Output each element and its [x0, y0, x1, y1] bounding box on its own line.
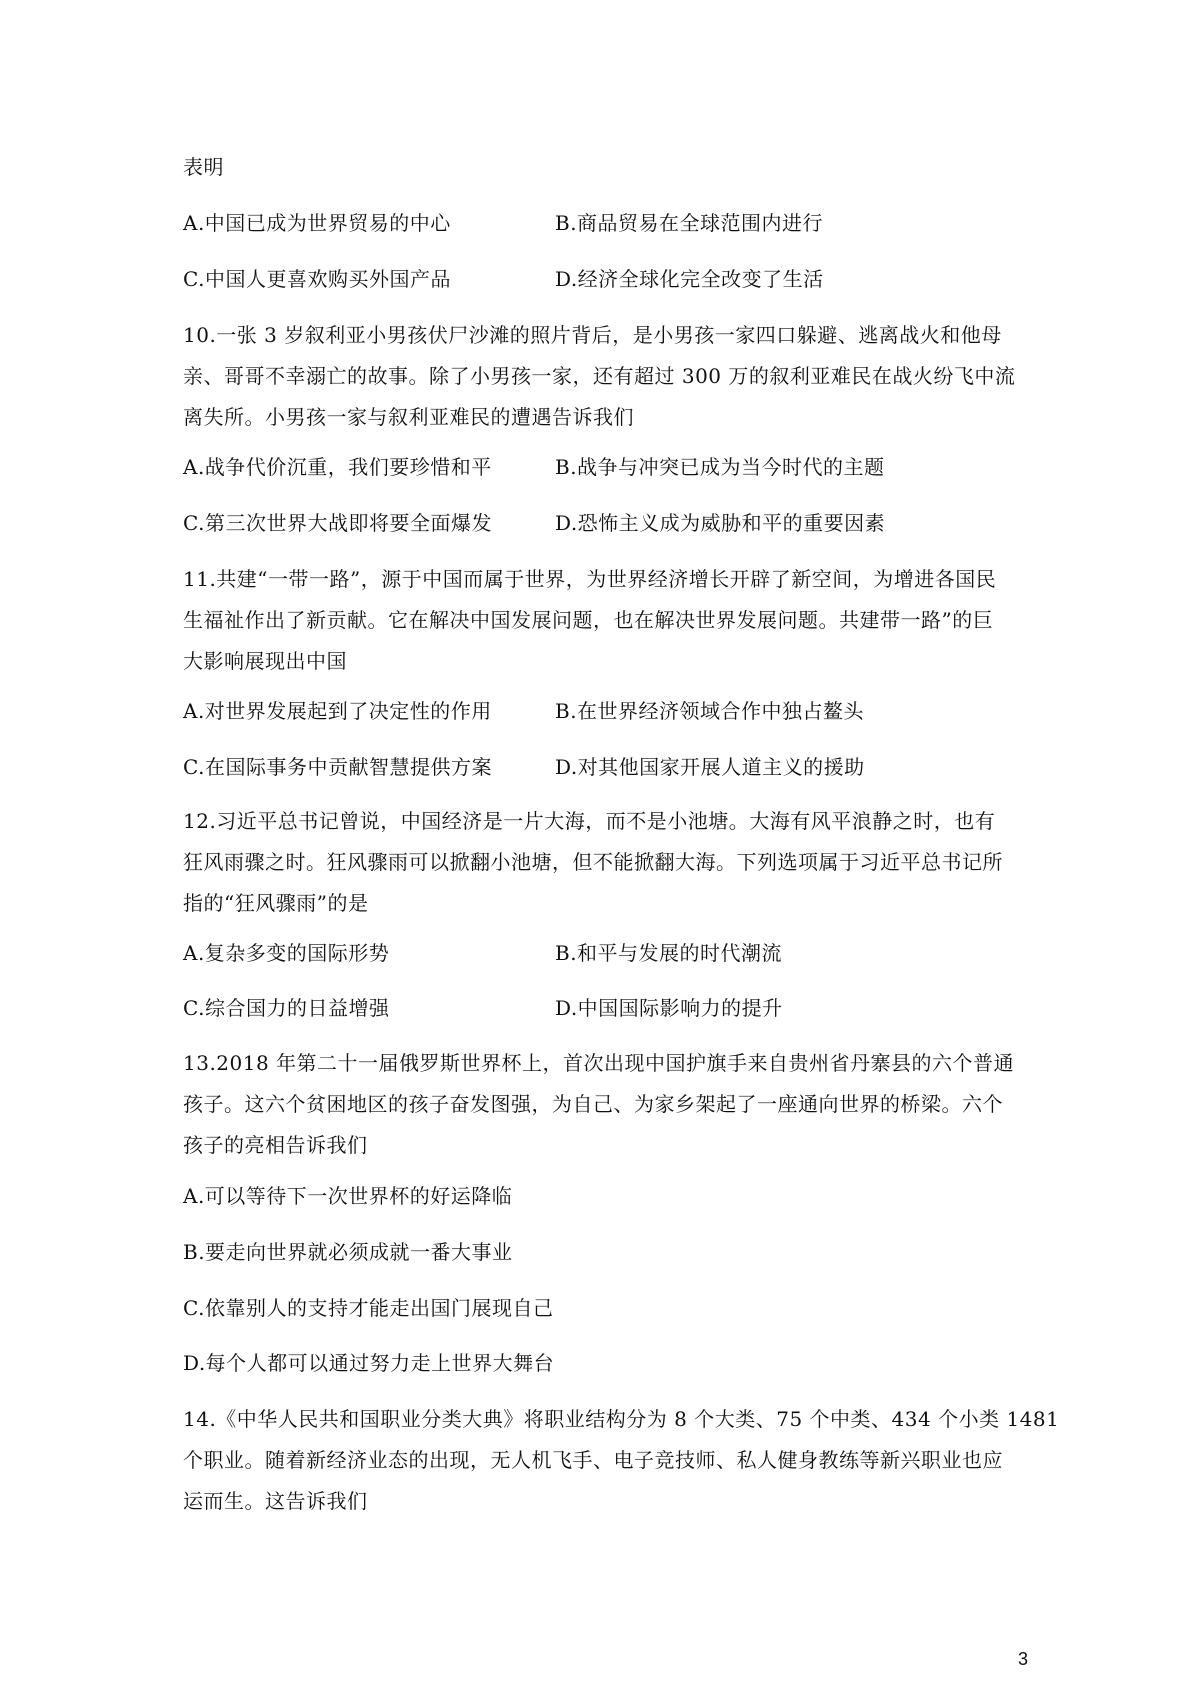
q13-stem-line-3: 孩子的亮相告诉我们 — [183, 1133, 368, 1157]
q9-option-a: A.中国已成为世界贸易的中心 — [183, 211, 451, 235]
q14-stem-line-1: 14.《中华人民共和国职业分类大典》将职业结构分为 8 个大类、75 个中类、434 个小类 1481 — [183, 1407, 1060, 1431]
q11-option-b: B.在世界经济领域合作中独占鳌头 — [555, 699, 865, 723]
q12-option-a: A.复杂多变的国际形势 — [183, 941, 390, 965]
q10-option-b: B.战争与冲突已成为当今时代的主题 — [555, 455, 885, 479]
q12-option-c: C.综合国力的日益增强 — [183, 996, 390, 1020]
q12-stem-line-3: 指的“狂风骤雨”的是 — [183, 891, 369, 915]
page-number: 3 — [1018, 1649, 1029, 1669]
q10-stem-line-2: 亲、哥哥不幸溺亡的故事。除了小男孩一家，还有超过 300 万的叙利亚难民在战火纷飞中流 — [183, 364, 1016, 388]
q14-stem-line-2: 个职业。随着新经济业态的出现，无人机飞手、电子竞技师、私人健身教练等新兴职业也应 — [183, 1448, 1003, 1472]
q14-stem-line-3: 运而生。这告诉我们 — [183, 1489, 368, 1513]
q13-stem-line-1: 13.2018 年第二十一届俄罗斯世界杯上，首次出现中国护旗手来自贵州省丹寨县的六个普通 — [183, 1051, 1015, 1075]
q13-option-b: B.要走向世界就必须成就一番大事业 — [183, 1240, 513, 1264]
q12-option-d: D.中国国际影响力的提升 — [555, 996, 783, 1020]
q11-option-d: D.对其他国家开展人道主义的援助 — [555, 755, 865, 779]
q13-option-a: A.可以等待下一次世界杯的好运降临 — [183, 1184, 513, 1208]
q9-option-b: B.商品贸易在全球范围内进行 — [555, 211, 824, 235]
q11-stem-line-3: 大影响展现出中国 — [183, 649, 347, 673]
q10-option-c: C.第三次世界大战即将要全面爆发 — [183, 511, 492, 535]
q13-option-c: C.依靠别人的支持才能走出国门展现自己 — [183, 1296, 554, 1320]
q9-option-d: D.经济全球化完全改变了生活 — [555, 267, 824, 291]
q9-option-c: C.中国人更喜欢购买外国产品 — [183, 267, 451, 291]
q13-stem-line-2: 孩子。这六个贫困地区的孩子奋发图强，为自己、为家乡架起了一座通向世界的桥梁。六个 — [183, 1092, 1003, 1116]
q11-stem-line-2: 生福祉作出了新贡献。它在解决中国发展问题，也在解决世界发展问题。共建带一路”的巨 — [183, 608, 994, 632]
q11-option-c: C.在国际事务中贡献智慧提供方案 — [183, 755, 492, 779]
q13-option-d: D.每个人都可以通过努力走上世界大舞台 — [183, 1351, 555, 1375]
q12-option-b: B.和平与发展的时代潮流 — [555, 941, 783, 965]
q10-option-a: A.战争代价沉重，我们要珍惜和平 — [183, 455, 492, 479]
q11-stem-line-1: 11.共建“一带一路”，源于中国而属于世界，为世界经济增长开辟了新空间，为增进各国民 — [183, 567, 997, 591]
q9-stem-tail: 表明 — [183, 155, 224, 179]
q10-stem-line-1: 10.一张 3 岁叙利亚小男孩伏尸沙滩的照片背后，是小男孩一家四口躲避、逃离战火和他母 — [183, 323, 1002, 347]
q12-stem-line-2: 狂风雨骤之时。狂风骤雨可以掀翻小池塘，但不能掀翻大海。下列选项属于习近平总书记所 — [183, 850, 1003, 874]
q11-option-a: A.对世界发展起到了决定性的作用 — [183, 699, 492, 723]
q12-stem-line-1: 12.习近平总书记曾说，中国经济是一片大海，而不是小池塘。大海有风平浪静之时，也有 — [183, 809, 996, 833]
q10-stem-line-3: 离失所。小男孩一家与叙利亚难民的遭遇告诉我们 — [183, 405, 634, 429]
q10-option-d: D.恐怖主义成为威胁和平的重要因素 — [555, 511, 886, 535]
